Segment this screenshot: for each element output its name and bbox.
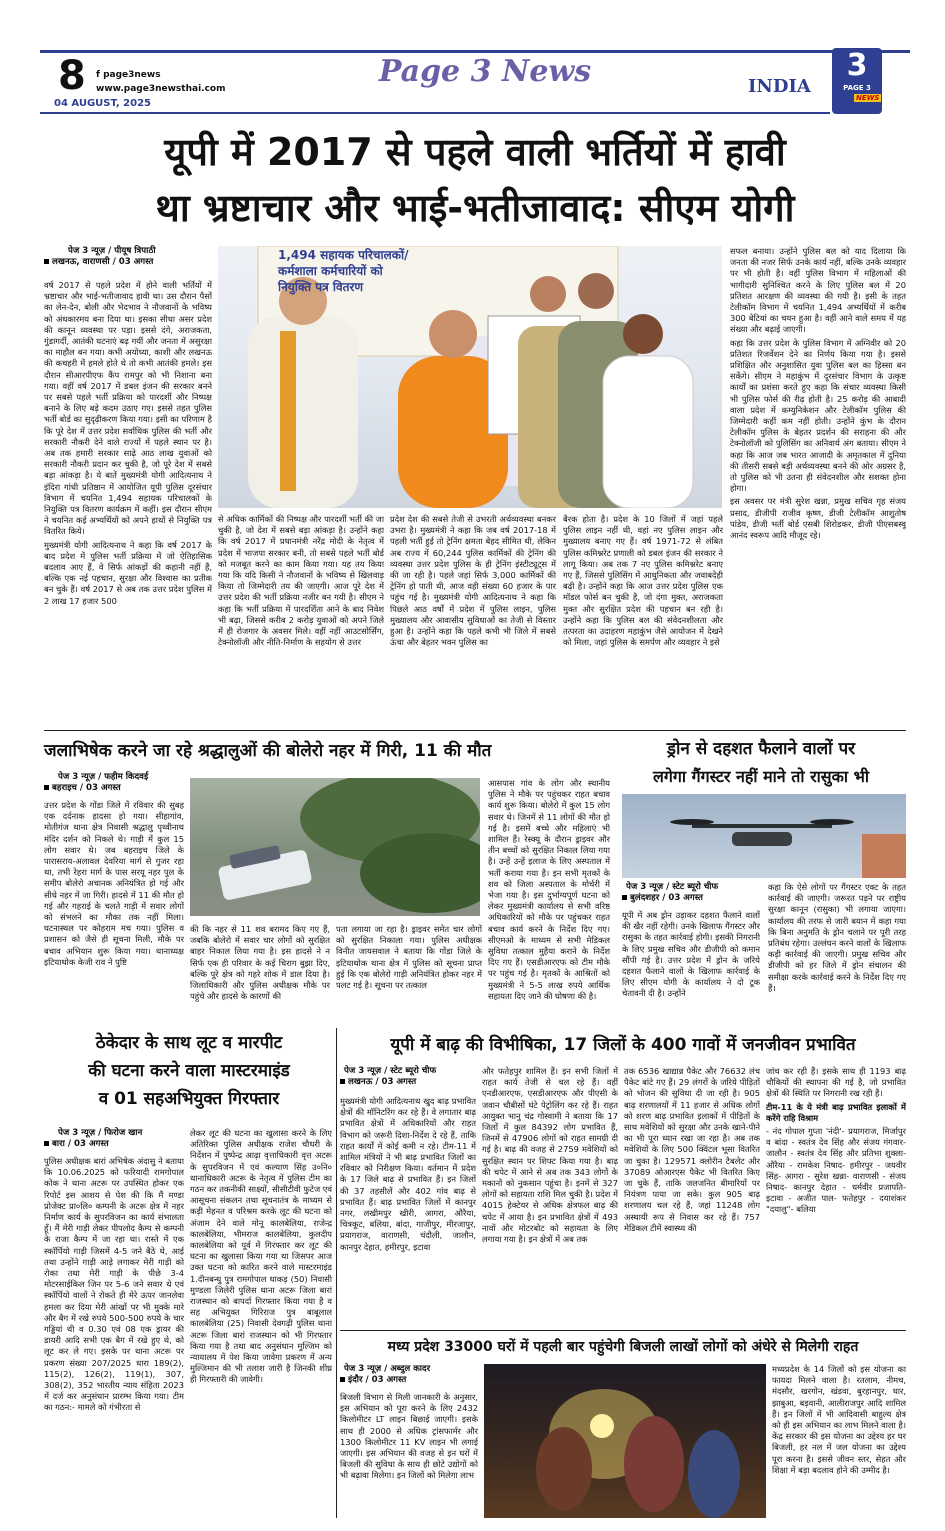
section-divider	[44, 730, 906, 731]
story6-headline: मध्य प्रदेश 33000 घरों में पहली बार पहुंचेगी बिजली लाखों लोगों को अंधेरे से मिलेगी राहत	[387, 1339, 859, 1355]
lead-column-2: से अधिक कार्मिकों की निष्पक्ष और पारदर्शी भर्ती की जा चुकी है, जो देश में सबसे बड़ा आंकड़ा है। उन्होंने कहा कि वर्ष 2017 में प्रधानमंत्री नरेंद्र मोदी के नेतृत्व में प्रदेश में भाजपा सरकार बनी, तो सबसे पहले भर्ती बोर्ड को मजबूत करने का काम किया गया। यह तय किया गया कि यदि किसी ने नौजवानों के भविष्य से खिलवाड़ किया तो जिम्मेदारी तय की जाएगी। आज पूरे देश में उत्तर प्रदेश की भर्ती प्रक्रिया नजीर बन गयी है। सीएम ने कहा कि भर्ती प्रक्रिया में पारदर्शिता आने के बाद निवेश भी बढ़ा, जिससे करीब 2 करोड़ युवाओं को अपने जिले में ही रोजगार के अवसर मिले। वहीं नहीं आउटसोर्सिंग, टेक्नोलॉजी और नीति-निर्माण के सहयोग से उत्तर	[218, 514, 384, 648]
lead-column-1: वर्ष 2017 से पहले प्रदेश में होने वाली भर्तियों में भ्रष्टाचार और भाई-भतीजावाद हावी था। उस दौरान पैसों का लेन-देन, बोली और भेदभाव ने नौजवानों के भविष्य को अंधकारमय बना दिया था। इसका सीधा असर प्रदेश की कानून व्यवस्था पर पड़ा। इससे दंगे, अराजकता, गुंडागर्दी, आतंकी घटनाएं बढ़ गयीं और जनता में असुरक्षा का माहौल बन गया। कभी अयोध्या, काशी और लखनऊ की कचहरी में हमले होते थे तो कभी आतंकी हमले। इस दौरान सीआरपीएफ कैंप रामपुर को भी निशाना बना गया। वहीं वर्ष 2017 में डबल इंजन की सरकार बनने पर सबसे पहले भर्ती प्रक्रिया को पारदर्शी और निष्पक्ष बनाने के लिए बड़े कदम उठाए गए। इससे तहत पुलिस भर्ती बोर्ड का सुदृढ़ीकरण किया गया। इसी का परिणाम है कि पूरे देश में उत्तर प्रदेश सर्वाधिक पुलिस की भर्ती और सरकारी नौकरी देने वाले राज्यों में पहले स्थान पर है। अब तक हमारी सरकार साढ़े आठ लाख युवाओं को सरकारी नौकरी प्रदान कर चुकी है, जो पूरे देश में सबसे बड़ा आंकड़ा है। ये बातें मुख्यमंत्री योगी आदित्यनाथ ने इंदिरा गांधी प्रतिष्ठान में आयोजित यूपी पुलिस दूरसंचार विभाग में चयनित 1,494 सहायक परिचालकों के नियुक्ति पत्र वितरण कार्यक्रम में कहीं। इस दौरान सीएम ने चयनित कई अभ्यर्थियों को अपने हाथों से नियुक्ति पत्र वितरित किये। मुख्यमंत्री योगी आदित्यनाथ ने कहा कि वर्ष 2017 के बाद प्रदेश में पुलिस भर्ती प्रक्रिया में जो ऐतिहासिक बदलाव आए हैं, वे सिर्फ आंकड़ों की कहानी नहीं हैं, बल्कि एक नई पहचान, सुरक्षा और विश्वास का प्रतीक बन चुके हैं। वर्ष 2017 से अब तक उत्तर प्रदेश पुलिस में 2 लाख 17 हजार 500	[44, 280, 212, 606]
bullet-icon	[340, 1079, 345, 1084]
lead-headline-line1: यूपी में 2017 से पहले वाली भर्तियों में हावी	[164, 130, 786, 174]
page-number: 8	[58, 53, 86, 99]
facebook-icon: f	[96, 70, 100, 80]
story2-column-4: आसपास गांव के लोग और स्थानीय पुलिस ने मौके पर पहुंचकर राहत बचाव कार्य शुरू किया। बोलेरो में कुल 15 लोग सवार थे। जिनमें से 11 लोगों की मौत हो गई है। इसमें बच्चे और महिलाएं भी शामिल हैं। रेस्क्यू के दौरान ड्राइवर और तीन बच्चों को सुरक्षित निकाल लिया गया है। उन्हें उन्हें इलाज के लिए अस्पताल में भर्ती कराया गया है। इन सभी मृतकों के शव को जिला अस्पताल के मोर्चरी में भेजा गया है। इस दुर्भाग्यपूर्ण घटना को लेकर मुख्यमंत्री कार्यालय से सभी वरिष्ठ अधिकारियों को मौके पर पहुंचकर राहत बचाव कार्य करने के निर्देश दिए गए। सीएमओ के माध्यम से सभी मेडिकल सुविधा तत्काल मुहैया कराने के निर्देश दिए गए हैं। एसडीआरएफ को टीम मौके पर पहुंच गई है। मृतकों के आश्रितों को मुख्यमंत्री ने 5-5 लाख रुपये आर्थिक सहायता दिए जाने की घोषणा की है।	[488, 778, 610, 1001]
team-title: टीम-11 के ये मंत्री बाढ़ प्रभावित इलाकों में करेंगे राहि विश्राम	[766, 1101, 906, 1123]
section-divider-2	[340, 1330, 906, 1331]
story2-byline: पेज 3 न्यूज़ / फहीम किदवई बहराइच / 03 अगस्त	[44, 772, 184, 794]
photo-banner-line3: नियुक्ति पत्र वितरण	[278, 280, 364, 294]
website: www.page3newsthai.com	[96, 84, 226, 94]
story4-byline: पेज 3 न्यूज़ / फिरोज खान बारा / 03 अगस्त	[44, 1128, 184, 1150]
story2-column-1: उत्तर प्रदेश के गोंडा जिले में रविवार की सुबह एक दर्दनाक हादसा हो गया। सीहागांव, मोतीगंज थाना क्षेत्र निवासी श्रद्धालु पृथ्वीनाथ मंदिर दर्शन को निकले थे। गाड़ी में कुल 15 लोग सवार थे। जब बहराइच जिले के पारासराय-अलावल देवरिया मार्ग से गुजर रहा था, तभी रेहरा मार्ग के पास सरयू नहर पुल के समीप बोलेरो अचानक अनियंत्रित हो गई और सीधे नहर में जा गिरी। हादसे में 11 की मौत हो गई और गहराई के चलते गाड़ी में सवार लोगों को संभलने का मौका तक नहीं मिला। घटनास्थल पर कोहराम मच गया। पुलिस व प्रशासन को जैसे ही सूचना मिली, मौके पर बचाव अभियान शुरू किया गया। थानाध्यक्ष इटियाथोक केजी राव ने पुष्टि	[44, 800, 184, 967]
story2-headline: जलाभिषेक करने जा रहे श्रद्धालुओं की बोलेरो नहर में गिरी, 11 की मौत	[44, 741, 492, 761]
story3-photo	[622, 794, 906, 878]
logo: Page 3 News	[378, 54, 592, 89]
story3-column-1: यूपी में अब ड्रोन उड़ाकर दहशत फैलाने वालों की खैर नहीं रहेगी। उनके खिलाफ गैंगस्टर और रासुका के तहत कार्रवाई होगी। इसकी निगरानी के लिए प्रमुख सचिव और डीजीपी को कमान सौंपी गई है। उत्तर प्रदेश में ड्रोन के जरिये दहशत फैलाने वालों के खिलाफ कार्रवाई के लिए सीएम योगी के कार्यालय ने दो टूक चेतावनी दी है। उन्होंने	[622, 910, 760, 999]
story2-photo	[190, 778, 480, 916]
bullet-icon	[44, 259, 49, 264]
story2-column-3: पता लगाया जा रहा है। ड्राइवर समेत चार लोगों को सुरक्षित निकाला गया। पुलिस अधीक्षक विनीत जायसवाल ने बताया कि गोंडा जिले के इटियाथोक थाना क्षेत्र में पुलिस को सूचना प्राप्त हुई कि एक बोलेरो गाड़ी अनियंत्रित होकर नहर में पलट गई है। सूचना पर तत्काल	[336, 924, 482, 991]
story6-column-1: बिजली विभाग से मिली जानकारी के अनुसार, इस अभियान को पूरा करने के लिए 2432 किलोमीटर LT लाइन बिछाई जाएगी। इसके साथ ही 2000 से अधिक ट्रांसफार्मर और 1300 किलोमीटर 11 KV लाइन भी लगाई जाएगी। इस अभियान की वजह से इन घरों में बिजली की सुविधा के साथ ही छोटे उद्योगों को भी बढ़ावा मिलेगा। इन जिलों को मिलेगा लाभ	[340, 1392, 478, 1481]
bullet-icon	[44, 785, 49, 790]
story6-photo	[484, 1364, 766, 1518]
story6-column-2: मध्यप्रदेश के 14 जिलों को इस योजना का फायदा मिलने वाला है। रतलाम, नीमच, मंदसौर, खरगोन, खंडवा, बुरहानपुर, धार, झाबुआ, बड़वानी, आलीराजपुर आदि शामिल हैं। इन जिलों में भी आदिवासी बाहुल्य क्षेत्र को ही इस अभियान का लाभ मिलने वाला है। केंद्र सरकार की इस योजना का उद्देश्य हर घर बिजली, हर नल में जल योजना का उद्देश्य पूरा करना है। इससे जीवन स्तर, सेहत और शिक्षा में बड़ा बदलाव होने की उम्मीद है।	[772, 1364, 906, 1475]
lead-column-4: बैरक होता है। प्रदेश के 10 जिलों में जहां पहले पुलिस लाइन नहीं थी, वहां नए पुलिस लाइन और मुख्यालय बनाए गए हैं। वर्ष 1971-72 से लंबित पुलिस कमिश्नरेट प्रणाली को डबल इंजन की सरकार ने लागू किया। अब तक 7 नए पुलिस कमिश्नरेट बनाए गए हैं, जिससे पुलिसिंग में आधुनिकता और जवाबदेही बढ़ी है। उन्होंने कहा कि आज उत्तर प्रदेश पुलिस एक मॉडल फोर्स बन चुकी है, जो दंगा मुक्त, अराजकता मुक्त और सुरक्षित प्रदेश की पहचान बन रही है। उन्होंने कहा कि पुलिस बल की संवेदनशीलता और तत्परता का उदाहरण महाकुंभ जैसे आयोजन में देखने को मिला, जहां पुलिस के समर्पण और व्यवहार ने इसे	[563, 514, 723, 648]
vertical-divider	[336, 1028, 337, 1518]
photo-banner-line1: 1,494 सहायक परिचालकों/	[278, 248, 409, 262]
story5-byline: पेज 3 न्यूज़ / स्टेट ब्यूरो चीफ लखनऊ / 03 अगस्त	[340, 1066, 480, 1088]
story5-column-2: और फतेहपुर शामिल हैं। इन सभी जिलों में राहत कार्य तेजी से चल रहे हैं। वहीं एनडीआरएफ, एसडीआरएफ और पीएसी के जवान चौबीसों घंटे पेट्रोलिंग कर रहे हैं। राहत आयुक्त भानु चंद्र गोस्वामी ने बताया कि 17 जिलों में कुल 84392 लोग प्रभावित हैं, जिनमें से 47906 लोगों को राहत सामग्री दी गई है। बाढ़ की वजह से 2759 मवेशियों को सुरक्षित स्थान पर शिफ्ट किया गया है। बाढ़ की चपेट में आने से अब तक 343 लोगों के मकानों को नुकसान पहुंचा है। इनमें से 327 लोगों को सहायता राशि मिल चुकी है। प्रदेश में 4015 हेक्टेयर से अधिक क्षेत्रफल बाढ़ की चपेट में आया है। इन प्रभावित क्षेत्रों में 493 नावों और मोटरबोट को सहायता के लिए लगाया गया है। इन क्षेत्रों में अब तक	[482, 1066, 618, 1245]
photo-banner-line2: कर्मशाला कर्मचारियों को	[278, 264, 383, 278]
story6-byline: पेज 3 न्यूज़ / अब्दुल कादर इंदौर / 03 अगस्त	[340, 1364, 480, 1386]
story3-headline-line2: लगेगा गैंगस्टर नहीं माने तो रासुका भी	[653, 767, 869, 786]
issue-date: 04 AUGUST, 2025	[54, 98, 151, 109]
story5-column-4: जांच कर रही हैं। इसके साथ ही 1193 बाढ़ चौकियों की स्थापना की गई है, जो प्रभावित क्षेत्रों की स्थिति पर निगरानी रख रही हैं। टीम-11 के ये मंत्री बाढ़ प्रभावित इलाकों में करेंगे राहि विश्राम - नंद गोपाल गुप्ता 'नंदी'- प्रयागराज, मिर्जापुर व बांदा - स्वतंत्र देव सिंह और संजय गंगवार- जालौन - स्वतंत्र देव सिंह और प्रतिभा शुक्ला- औरैया - रामकेश निषाद- हमीरपुर - जयवीर सिंह- आगरा - सुरेश खन्ना- वाराणसी - संजय निषाद- कानपुर देहात - धर्मवीर प्रजापति- इटावा - अजीत पाल- फतेहपुर - दयाशंकर "दयालु"- बलिया	[766, 1066, 906, 1215]
canal-accident-illustration	[190, 778, 480, 916]
story4-headline-line2: की घटना करने वाला मास्टरमाइंड	[88, 1061, 290, 1081]
story2-column-2: की कि नहर से 11 शव बरामद किए गए हैं, जबकि बोलेरो में सवार चार लोगों को सुरक्षित बाहर निकाल लिया गया है। इस हादसे ने न सिर्फ एक ही परिवार के कई चिराग बुझा दिए, बल्कि पूरे क्षेत्र को गहरे शोक में डाल दिया है। जिलाधिकारी और पुलिस अधीक्षक मौके पर पहुंचे और हादसे के कारणों की	[190, 924, 330, 1002]
story3-byline: पेज 3 न्यूज़ / स्टेट ब्यूरो चीफ बुलंदशहर / 03 अगस्त	[622, 882, 762, 904]
section-label: INDIA	[748, 76, 811, 97]
lead-headline-line2: था भ्रष्टाचार और भाई-भतीजावाद: सीएम योगी	[155, 186, 795, 230]
bullet-icon	[340, 1377, 345, 1382]
team-list: - नंद गोपाल गुप्ता 'नंदी'- प्रयागराज, मिर्जापुर व बांदा - स्वतंत्र देव सिंह और संजय गंगवार- जालौन - स्वतंत्र देव सिंह और प्रतिभा शुक्ला- औरैया - रामकेश निषाद- हमीरपुर - जयवीर सिंह- आगरा - सुरेश खन्ना- वाराणसी - संजय निषाद- कानपुर देहात - धर्मवीर प्रजापति- इटावा - अजीत पाल- फतेहपुर - दयाशंकर "दयालु"- बलिया	[766, 1126, 906, 1215]
story3-headline-line1: ड्रोन से दहशत फैलाने वालों पर	[666, 739, 856, 759]
drone-illustration	[622, 794, 906, 878]
masthead-underline	[40, 112, 830, 114]
story3-column-2: कहा कि ऐसे लोगों पर गैंगस्टर एक्ट के तहत कार्रवाई की जाएगी। जरूरत पड़ने पर राष्ट्रीय सुरक्षा कानून (रासुका) भी लगाया जाएगा। कार्यालय की तरफ से जारी बयान में कहा गया कि बिना अनुमति के ड्रोन चलाने पर पूरी तरह प्रतिबंध रहेगा। उल्लंघन करने वालों के खिलाफ कड़ी कार्रवाई की जाएगी। प्रमुख सचिव और डीजीपी को हर जिले में ड्रोन संचालन की समीक्षा करके कार्रवाई करने के निर्देश दिए गए हैं।	[768, 882, 906, 993]
masthead	[40, 50, 910, 120]
story4-column-2: लेकर लूट की घटना का खुलासा करने के लिए अतिरिक्त पुलिस अधीक्षक राजेश चौधरी के निर्देशन में पुष्पेन्द्र आढ़ा वृत्ताधिकारी वृत्त अटरू के सुपरविजन में एवं कल्याण सिंह उ०नि० थानाधिकारी अटरू के नेतृत्व में पुलिस टीम का गठन कर तकनीकी साक्ष्यों, सीसीटीवी फुटेज एवं आसूचना संकलन तथा सूचनातंत्र के माध्यम से कड़ी मेहनत व परिश्रम करके लूट की घटना को अंजाम देने वाले मोनू कालबेलिया, राजेन्द्र कालबेलिया, भीमराज कालबेलिया, कुलदीप कालबेलिया को पूर्व में गिरफ्तार कर लूट की घटना का खुलासा किया गया था जिसपर आज उक्त घटना को कारित करने वाले मास्टरमाइंड 1.दीनबन्धु पुत्र रामगोपाल धाकड़ (50) निवासी मुण्डला जिलेरी पुलिस थाना अटरू जिला बारां राजस्थान को बापर्दा गिरफ्तार किया गया है व सह अभियुक्त गिरिराज पुत्र बाबूलाल कालबेलिया (25) निवासी देवगढ़ी पुलिस थाना अटरू जिला बारां राजस्थान को भी गिरफ्तार किया गया है तथा बाद अनुसंधान मुल्जिम को न्यायालय में पेश किया जावेगा प्रकरण में अन्य मुल्जिमान की भी तलाश जारी है जिनकी शीघ्र ही गिरफ्तारी की जावेगी।	[190, 1128, 332, 1385]
family-with-lamp-illustration	[484, 1364, 766, 1518]
lead-photo	[218, 246, 722, 508]
story4-column-1: पुलिस अधीक्षक बारां अभिषेक अंदासु ने बताया कि 10.06.2025 को फरियादी रामगोपाल कोक ने थाना अटरू पर उपस्थित होकर एक रिपोर्ट इस आशय से पेश की कि मैं मण्डा प्रोजेक्ट प्रा०लि० कम्पनी के अटरू क्षेत्र में नहर निर्माण कार्य के सुपरविजन का कार्य संभालता हूँ। मैं मेरी गाड़ी लेकर पीपलोद कैम्प से कम्पनी के राजा कैम्प में जा रहा था। रास्ते में एक स्कॉर्पियो गाड़ी जिसमें 4-5 जने बैठे थे, आई तथा उन्होंने गाड़ी आड़े लगाकर मेरी गाड़ी को रोका तथा मेरी गाड़ी के पीछे 3-4 मोटरसाईकिल जिन पर 5-6 जने सवार थे एवं स्कॉर्पियो वालों ने रोकते ही मेरे ऊपर जानलेवा हमला कर दिया मेरी आंखों पर भी मुक्के मारे और बैग में रखे रुपये 500-500 रुपये के चार गड्डियां थी व 0.30 एवं 08 एक ड्रायर की डायरी आदि सभी एक बैग में रखे हुए थे, को लूट कर ले गए। इसके पर थाना अटरू पर प्रकरण संख्या 207/2025 धारा 189(2), 115(2), 126(2), 119(1), 307, 308(2), 352 भारतीय न्याय संहिता 2023 में दर्ज कर अनुसंधान प्रारम्भ किया गया। टीम का गठन:- मामले को गंभीरता से	[44, 1156, 184, 1413]
lead-column-3: प्रदेश देश की सबसे तेजी से उभरती अर्थव्यवस्था बनकर उभरा है। मुख्यमंत्री ने कहा कि जब वर्ष 2017-18 में पहली भर्ती हुई तो ट्रेनिंग क्षमता बेहद सीमित थी, लेकिन अब राज्य में 60,244 पुलिस कार्मिकों की ट्रेनिंग की व्यवस्था उत्तर प्रदेश पुलिस के ही ट्रेनिंग इंस्टीट्यूट्स में की जा रही है। पहले जहां सिर्फ 3,000 कार्मिकों की ट्रेनिंग हो पाती थी, आज वही संख्या 60 हजार के पार पहुंच गई है। मुख्यमंत्री योगी आदित्यनाथ ने कहा कि पिछले आठ वर्षों में प्रदेश में पुलिस लाइन, पुलिस मुख्यालय और आवासीय सुविधाओं का तेजी से विस्तार हुआ है। उन्होंने कहा कि पहले कभी भी जिले में सबसे ऊंचा और बेहतर भवन पुलिस का	[390, 514, 556, 648]
page3-badge: 3 PAGE 3 NEWS	[832, 48, 882, 114]
story4-headline-line3: व 01 सहअभियुक्त गिरफ्तार	[98, 1089, 280, 1109]
lead-byline: पेज 3 न्यूज़ / पीयूष त्रिपाठी लखनऊ, वाराणसी / 03 अगस्त	[44, 246, 204, 268]
story4-headline-line1: ठेकेदार के साथ लूट व मारपीट	[95, 1033, 283, 1053]
lead-column-5: सफल बनाया। उन्होंने पुलिस बल को याद दिलाया कि जनता की नजर सिर्फ उनके कार्य नहीं, बल्कि उनके व्यवहार पर भी होती है। वहीं पुलिस विभाग में महिलाओं की भागीदारी सुनिश्चित करने के लिए पुलिस बल में 20 प्रतिशत आरक्षण की व्यवस्था की गयी है। इसी के तहत टेलीकॉम विभाग में चयनित 1,494 अभ्यर्थियों में करीब 300 बेटियां का चयन हुआ है। वहीं आने वाले समय में यह संख्या और बढ़ाई जाएगी। कहा कि उत्तर प्रदेश के पुलिस विभाग में अग्निवीर को 20 प्रतिशत रिजर्वेशन देने का निर्णय किया गया है। इससे प्रशिक्षित और अनुशासित युवा पुलिस बल का हिस्सा बन सकेंगे। सीएम ने महाकुंभ में दूरसंचार विभाग के उत्कृष्ट कार्यों का प्रशंसा करते हुए कहा कि संचार व्यवस्था किसी भी पुलिस फोर्स की रीढ़ होती है। 25 करोड़ की आबादी वाला प्रदेश में कम्युनिकेशन और टेलीकॉम पुलिस की जिम्मेदारी कहीं कम नहीं होती। उन्होंने कुंभ के दौरान टेलीकॉम पुलिस के बेहतर प्रदर्शन की सराहना की और टेक्नोलॉजी को पुलिसिंग का अनिवार्य अंग बताया। सीएम ने कहा कि आज जब भारत आजादी के अमृतकाल में दुनिया की तीसरी सबसे बड़ी अर्थव्यवस्था बनने की ओर अग्रसर है, तो पुलिस को भी उतना ही संवेदनशील और सशक्त होना होगा। इस अवसर पर मंत्री सुरेश खन्ना, प्रमुख सचिव गृह संजय प्रसाद, डीजीपी राजीव कृष्ण, डीजी टेलीकॉम आशुतोष पांडेय, डीजी भर्ती बोर्ड एसबी शिरोडकर, डीजी पीएसबस्वू आनंद स्वरूप आदि मौजूद रहे।	[730, 246, 906, 541]
social-handle: f page3news	[96, 70, 161, 80]
bullet-icon	[622, 895, 627, 900]
story5-column-1: मुख्यमंत्री योगी आदित्यनाथ खुद बाढ़ प्रभावित क्षेत्रों की मॉनिटरिंग कर रहे हैं। वे लगातार बाढ़ प्रभावित क्षेत्रों में अधिकारियों और राहत विभाग को जरूरी दिशा-निर्देश दे रहे हैं, ताकि राहत कार्यों में कोई कमी न रहे। टीम-11 में शामिल मंत्रियों ने भी बाढ़ प्रभावित जिलों का रविवार को निरीक्षण किया। वर्तमान में प्रदेश के 17 जिले बाढ़ से प्रभावित हैं। इन जिलों की 37 तहसीलें और 402 गांव बाढ़ से प्रभावित हैं। बाढ़ प्रभावित जिलों में कानपुर नगर, लखीमपुर खीरी, आगरा, औरैया, चित्रकूट, बलिया, बांदा, गाजीपुर, मीरजापुर, प्रयागराज, वाराणसी, चंदौली, जालौन, कानपुर देहात, हमीरपुर, इटावा	[340, 1096, 476, 1252]
story5-column-3: तक 6536 खाद्यान्न पैकेट और 76632 लंच पैकेट बांटे गए हैं। 29 लंगरों के जरिये पीड़ितों को भोजन की सुविधा दी जा रही है। 905 बाढ़ शरणालयों में 11 हजार से अधिक लोगों को शरण बाढ़ प्रभावित इलाकों में पीड़ितों के साथ मवेशियों को सुरक्षा और उनके खाने-पीने का भी पूरा ध्यान रखा जा रहा है। अब तक मवेशियों के लिए 500 क्विंटल भूसा वितरित जा चुका है। 129571 क्लोरीन टैबलेट और 37089 ओआरएस पैकेट भी वितरित किए जा चुके हैं, ताकि जलजनित बीमारियों पर नियंत्रण पाया जा सके। कुल 905 बाढ़ शरणालय चल रहे हैं, जहां 11248 लोग अस्थायी रूप से निवास कर रहे हैं। 757 मेडिकल टीमें स्वास्थ्य की	[624, 1066, 760, 1233]
bullet-icon	[44, 1141, 49, 1146]
story5-headline: यूपी में बाढ़ की विभीषिका, 17 जिलों के 400 गावों में जनजीवन प्रभावित	[390, 1035, 856, 1055]
